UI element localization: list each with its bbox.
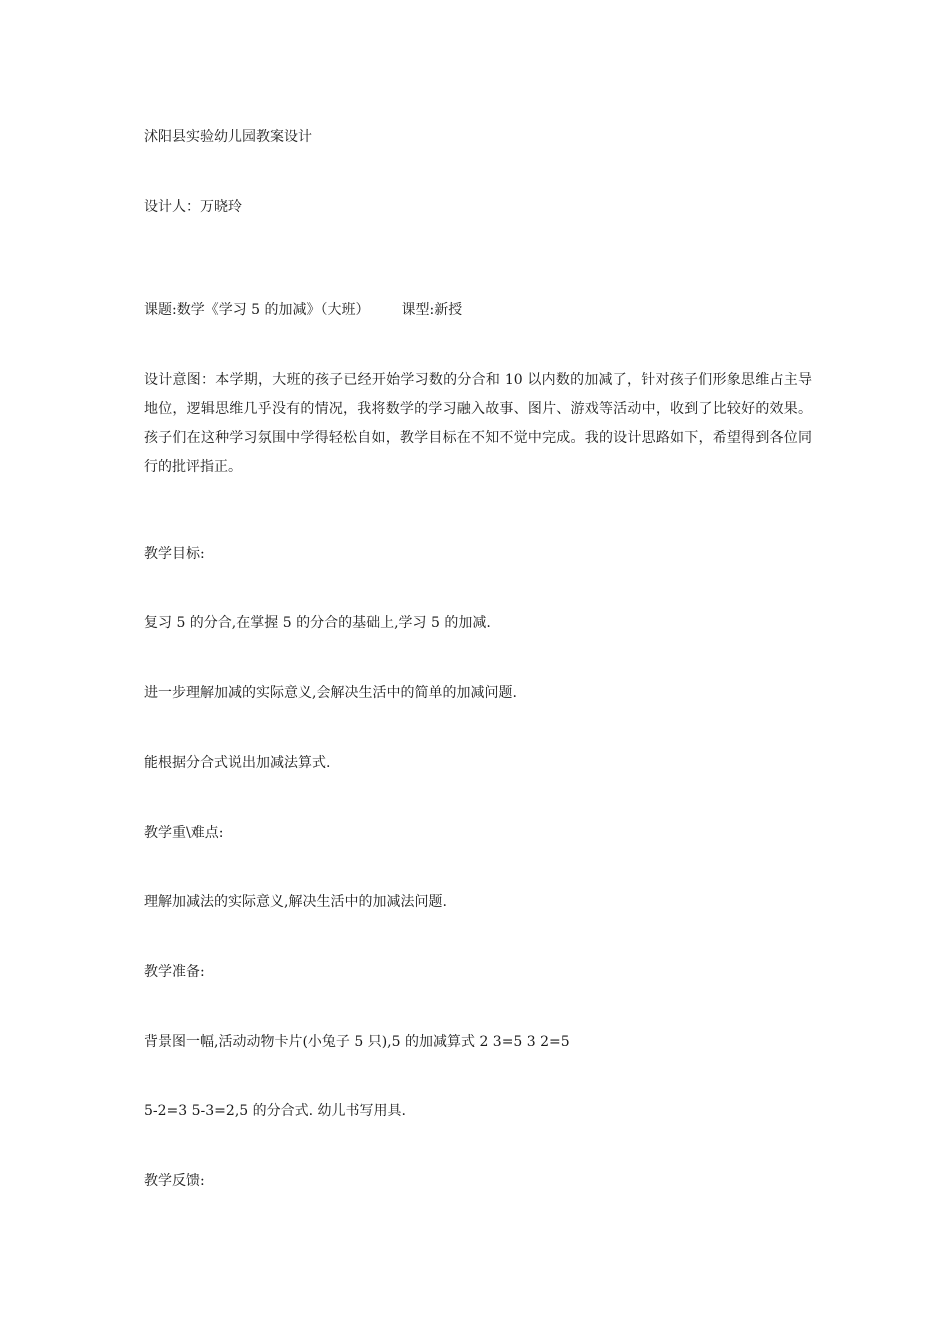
topic-line bbox=[144, 300, 462, 320]
goals-heading: 教学目标: bbox=[144, 546, 205, 562]
document-title: 沭阳县实验幼儿园教案设计 bbox=[144, 129, 312, 145]
goal-item-3: 能根据分合式说出加减法算式. bbox=[144, 755, 331, 771]
goal-item-2: 进一步理解加减的实际意义,会解决生活中的简单的加减问题. bbox=[144, 685, 517, 701]
preparation-heading: 教学准备: bbox=[144, 964, 205, 980]
topic-text: 课题:数学《学习 5 的加减》（大班） bbox=[144, 302, 370, 318]
goal-item-1: 复习 5 的分合,在掌握 5 的分合的基础上,学习 5 的加减. bbox=[144, 615, 491, 631]
key-points-heading: 教学重\难点: bbox=[144, 825, 224, 841]
key-points-text: 理解加减法的实际意义,解决生活中的加减法问题. bbox=[144, 894, 447, 910]
feedback-heading: 教学反馈: bbox=[144, 1173, 205, 1189]
preparation-line-2: 5-2=3 5-3=2,5 的分合式. 幼儿书写用具. bbox=[144, 1103, 406, 1119]
lesson-type-text: 课型:新授 bbox=[401, 302, 463, 318]
design-intent-paragraph: 设计意图：本学期，大班的孩子已经开始学习数的分合和 10 以内数的加减了，针对孩子们形象思维占主导地位，逻辑思维几乎没有的情况，我将数学的学习融入故事、图片、游戏等活动中，收到了比较好的效果。孩子们在这种学习氛围中学得轻松自如，教学目标在不知不觉中完成。我的设计思路如下，希望得到各位同行的批评指正。 bbox=[144, 372, 812, 475]
designer-line: 设计人：万晓玲 bbox=[144, 199, 242, 215]
preparation-line-1: 背景图一幅,活动动物卡片(小兔子 5 只),5 的加减算式 2 3=5 3 2=5 bbox=[144, 1034, 570, 1050]
